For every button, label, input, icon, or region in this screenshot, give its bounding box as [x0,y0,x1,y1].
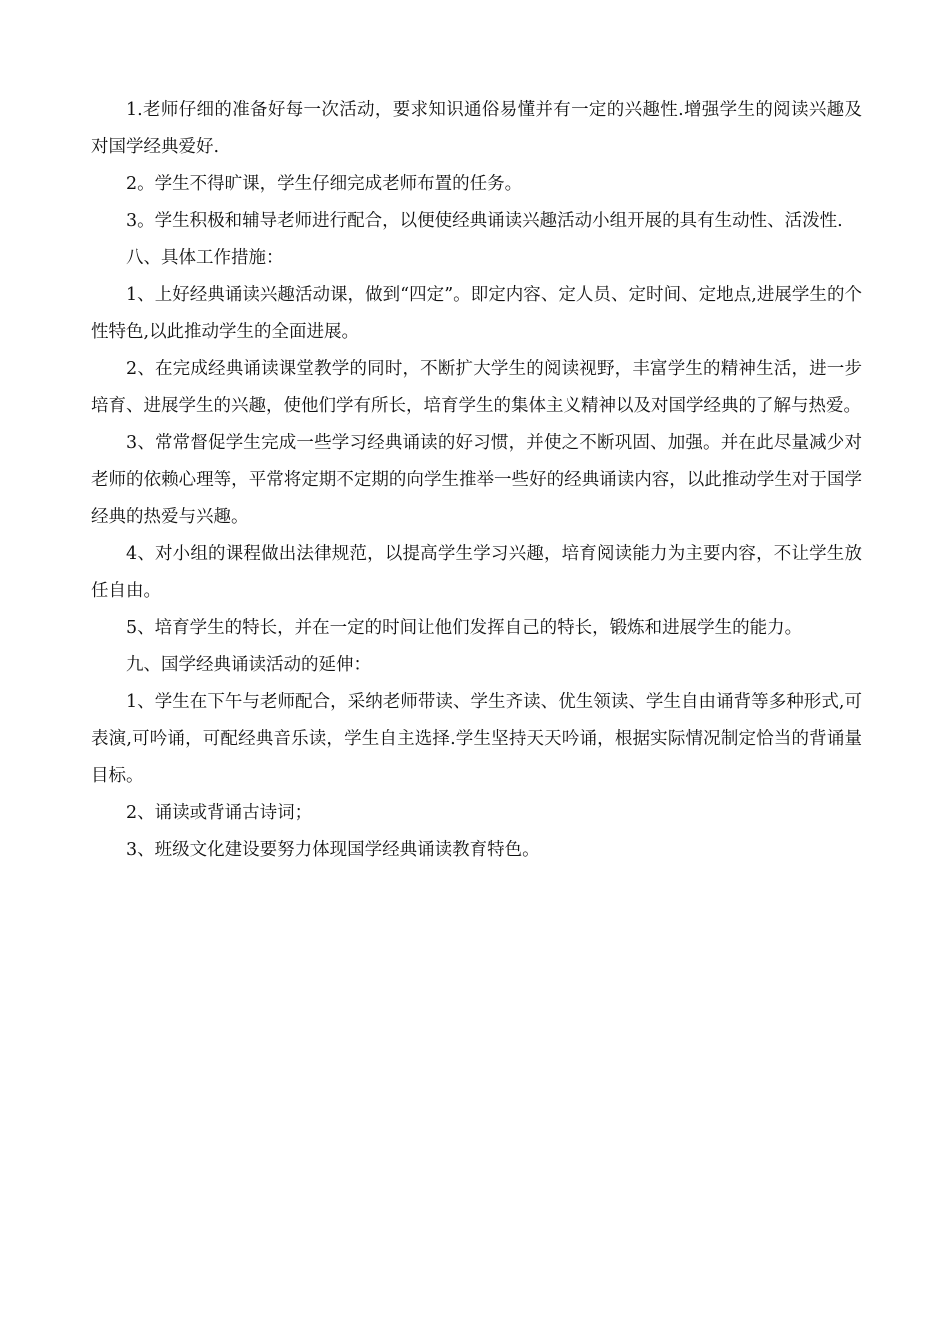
section-heading-extension: 九、国学经典诵读活动的延伸： [126,655,371,675]
paragraph-measure-3: 3、常常督促学生完成一些学习经典诵读的好习惯，并使之不断巩固、加强。并在此尽量减少对老师的依赖心理等，平常将定期不定期的向学生推举一些好的经典诵读内容，以此推动学生对于国学经典的热爱与兴趣。 [91,433,862,527]
paragraph-measure-4: 4、对小组的课程做出法律规范，以提高学生学习兴趣，培育阅读能力为主要内容，不让学生放任自由。 [91,544,862,601]
paragraph-requirement-3: 3。学生积极和辅导老师进行配合，以便使经典诵读兴趣活动小组开展的具有生动性、活泼性. [126,211,843,231]
section-heading-measures: 八、具体工作措施： [126,248,284,268]
paragraph-requirement-1: 1.老师仔细的准备好每一次活动，要求知识通俗易懂并有一定的兴趣性.增强学生的阅读兴趣及对国学经典爱好. [91,100,862,157]
paragraph-extension-1: 1、学生在下午与老师配合，采纳老师带读、学生齐读、优生领读、学生自由诵背等多种形式,可表演,可吟诵，可配经典音乐读，学生自主选择.学生坚持天天吟诵，根据实际情况制定恰当的背诵量目标。 [91,692,862,786]
paragraph-measure-2: 2、在完成经典诵读课堂教学的同时，不断扩大学生的阅读视野，丰富学生的精神生活，进一步培育、进展学生的兴趣，使他们学有所长，培育学生的集体主义精神以及对国学经典的了解与热爱。 [91,359,862,416]
paragraph-extension-3: 3、班级文化建设要努力体现国学经典诵读教育特色。 [126,840,540,860]
paragraph-measure-1: 1、上好经典诵读兴趣活动课，做到“四定”。即定内容、定人员、定时间、定地点,进展学生的个性特色,以此推动学生的全面进展。 [91,285,862,342]
document-body [91,92,862,869]
paragraph-extension-2: 2、诵读或背诵古诗词； [126,803,313,823]
paragraph-requirement-2: 2。学生不得旷课，学生仔细完成老师布置的任务。 [126,174,523,194]
paragraph-measure-5: 5、培育学生的特长，并在一定的时间让他们发挥自己的特长，锻炼和进展学生的能力。 [126,618,803,638]
